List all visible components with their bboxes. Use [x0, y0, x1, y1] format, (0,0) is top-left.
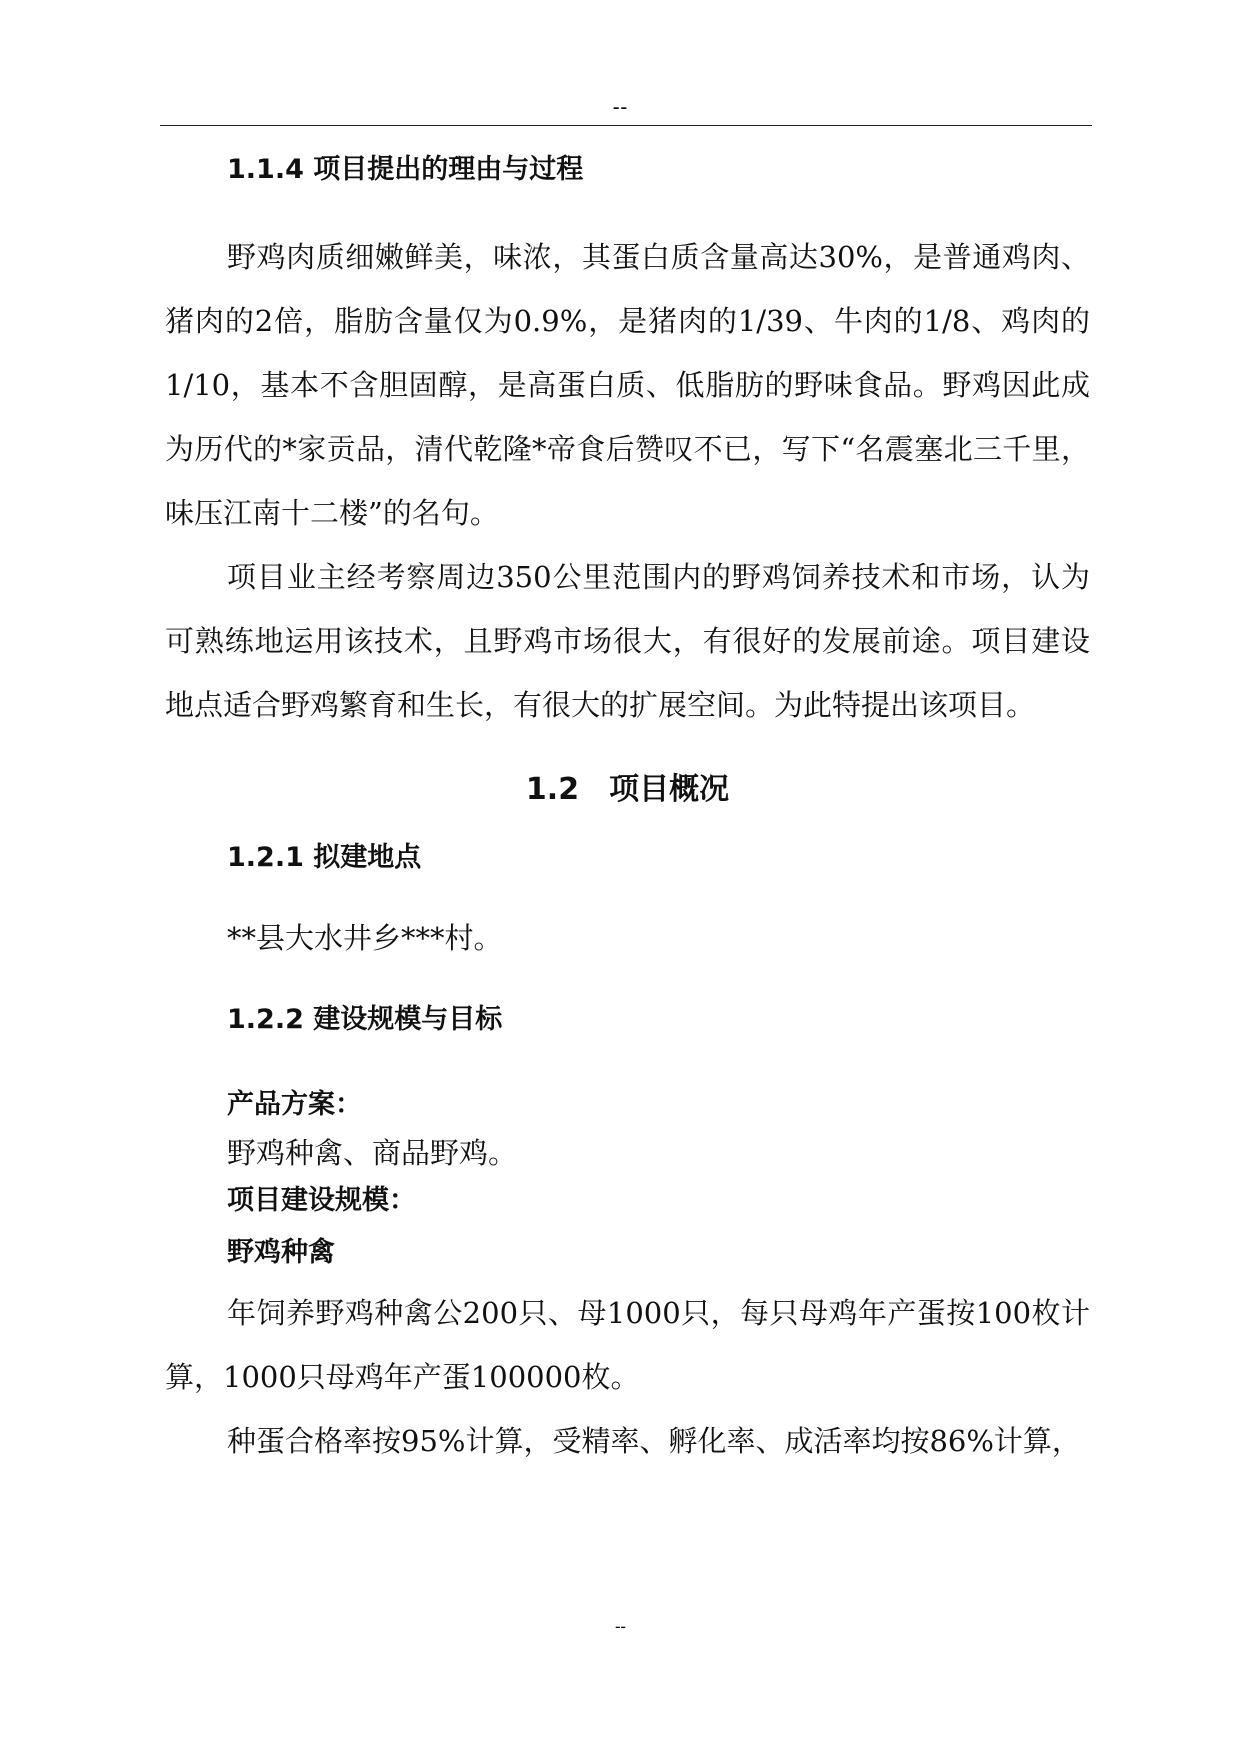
- header-rule: [160, 125, 1092, 126]
- product-plan-text: 野鸡种禽、商品野鸡。: [227, 1135, 518, 1170]
- breeder-label: 野鸡种禽: [227, 1236, 335, 1268]
- paragraph-project-reason: 项目业主经考察周边350公里范围内的野鸡饲养技术和市场，认为可熟练地运用该技术，且野鸡市场很大，有很好的发展前途。项目建设地点适合野鸡繁育和生长，有很大的扩展空间。为此特提出该项目。: [165, 559, 1090, 722]
- heading-1-1-4: 1.1.4 项目提出的理由与过程: [227, 154, 584, 185]
- paragraph-breeder-scale: 年饲养野鸡种禽公200只、母1000只，每只母鸡年产蛋按100枚计算，1000只母鸡年产蛋100000枚。: [165, 1295, 1090, 1394]
- product-plan-label: 产品方案：: [227, 1088, 362, 1120]
- page-footer-mark: --: [615, 1618, 626, 1635]
- site-location-text: **县大水井乡***村。: [227, 921, 503, 955]
- page-header-mark: --: [612, 96, 629, 118]
- heading-1-2-2: 1.2.2 建设规模与目标: [227, 1004, 503, 1035]
- paragraph-wild-chicken-meat: 野鸡肉质细嫩鲜美，味浓，其蛋白质含量高达30%，是普通鸡肉、猪肉的2倍，脂肪含量仅为0.9%，是猪肉的1/39、牛肉的1/8、鸡肉的1/10，基本不含胆固醇，是高蛋白质、低脂肪的野味食品。野鸡因此成为历代的*家贡品，清代乾隆*帝食后赞叹不已，写下“名震塞北三千里，味压江南十二楼”的名句。: [165, 239, 1090, 530]
- heading-1-2-1: 1.2.1 拟建地点: [227, 841, 422, 873]
- page-content: [165, 150, 1090, 1473]
- construction-scale-label: 项目建设规模：: [227, 1184, 416, 1216]
- paragraph-egg-rates: 种蛋合格率按95%计算，受精率、孵化率、成活率均按86%计算，: [227, 1423, 1081, 1458]
- heading-1-2: 1.2 项目概况: [525, 771, 730, 807]
